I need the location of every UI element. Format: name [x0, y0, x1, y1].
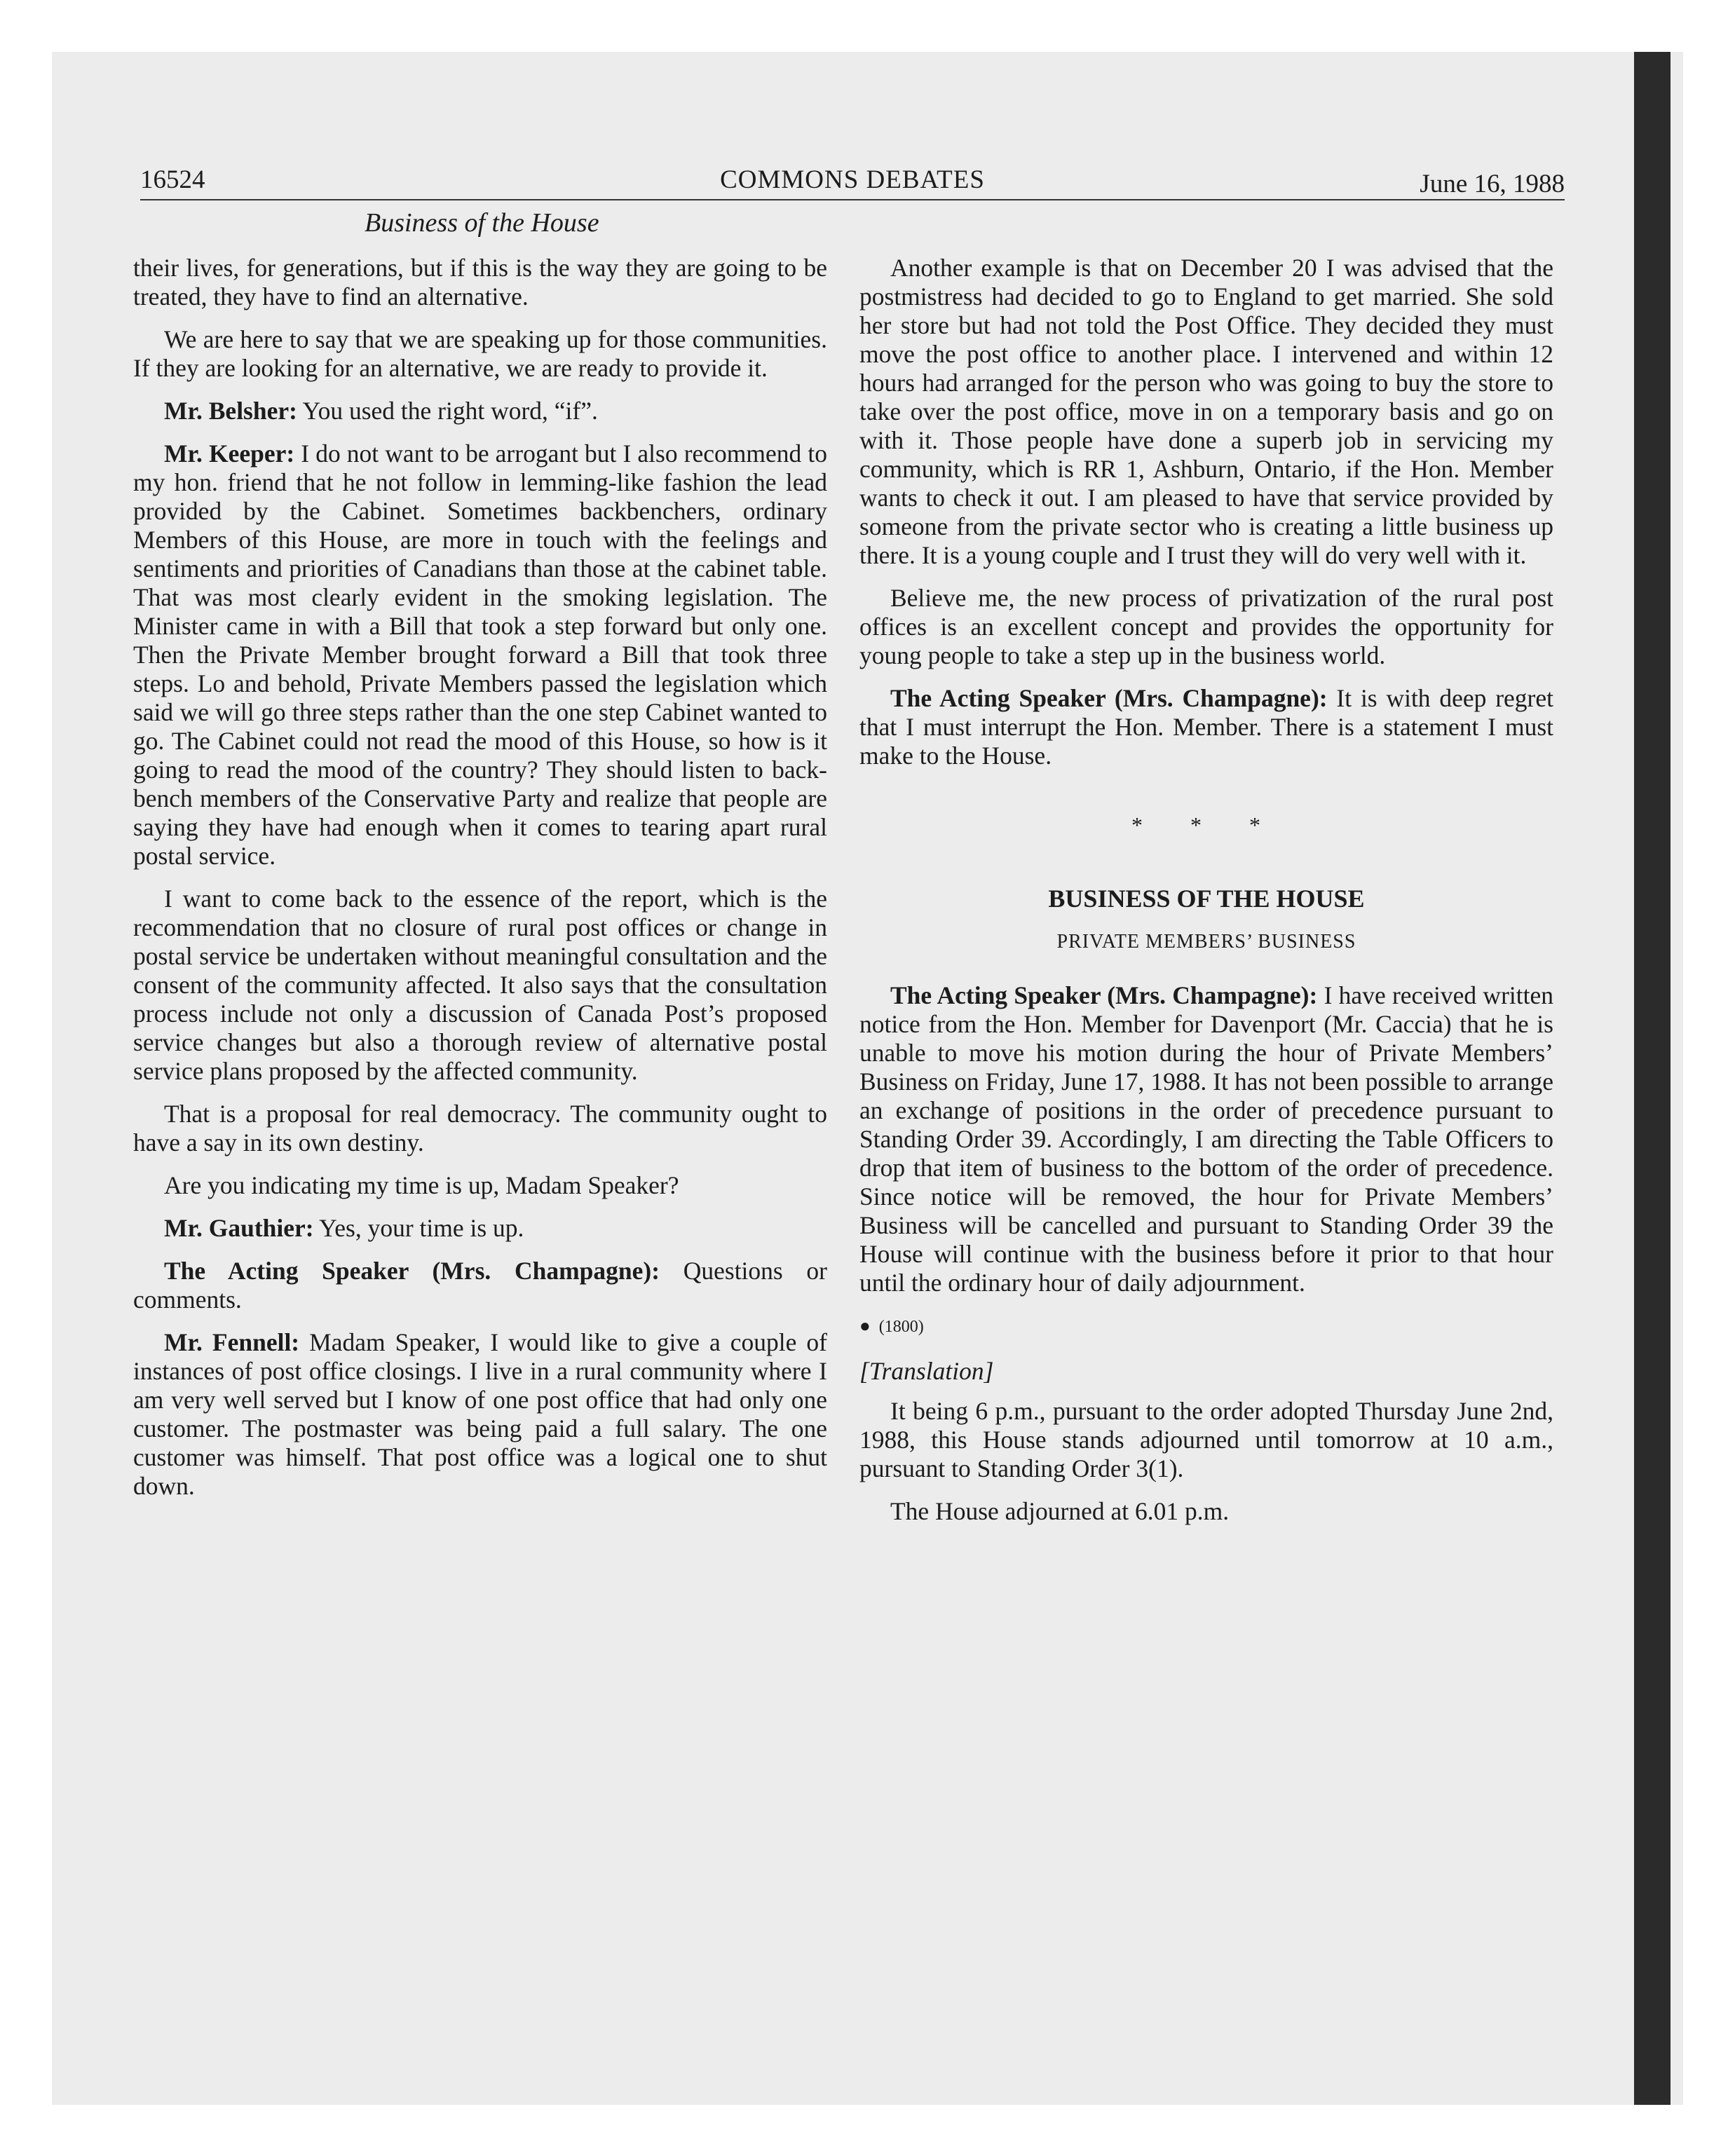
publication-title: COMMONS DEBATES: [720, 165, 985, 194]
speech-paragraph: [859, 981, 1553, 1297]
page-number: 16524: [140, 165, 205, 194]
speaker-name: Mr. Gauthier:: [164, 1214, 314, 1242]
translation-label: [Translation]: [859, 1357, 994, 1385]
section-separator-stars: * * *: [1131, 812, 1281, 838]
speech-text: Questions or comments.: [133, 1257, 828, 1314]
speech-paragraph: [133, 397, 827, 425]
bullet-icon: ●: [859, 1316, 871, 1336]
left-column: [133, 254, 827, 1515]
paragraph: Believe me, the new process of privatization of the rural post offices is an excellent concept and provides the opportunity for young people to take a step up in the business world.: [859, 584, 1553, 669]
speech-text: I do not want to be arrogant but I also recommend to my hon. friend that he not follow in lemming-like fashion the lead provided by the Cabinet. Sometimes backbenchers, ordinary Members of this House, are more in touch with the feelings and sentiments and priorities of Canadians than those at the cabinet table. That was most clearly evident in the smoking legislation. The Minister came in with a Bill that took a step forward but only one. Then the Private Member brought forward a Bill that took three steps. Lo and behold, Private Members passed the legislation which said we will go three steps rather than the one step Cabinet wanted to go. The Cabinet could not read the mood of this House, so how is it going to read the mood of the country? They should listen to back-bench members of the Conservative Party and realize that people are saying they have had enough when it comes to tearing apart rural postal service.: [133, 439, 827, 870]
speaker-name: The Acting Speaker (Mrs. Champagne):: [890, 981, 1318, 1009]
speech-paragraph: [133, 1328, 827, 1501]
speech-paragraph: [133, 1257, 827, 1314]
speaker-name: Mr. Fennell:: [164, 1328, 300, 1356]
speech-paragraph: [133, 1214, 827, 1243]
paragraph: their lives, for generations, but if this is the way they are going to be treated, they have to find an alternative.: [133, 254, 827, 311]
speech-text: Madam Speaker, I would like to give a couple of instances of post office closings. I live in a rural community where I am very well served but I know of one post office that had only one customer. The postmaster was being paid a full salary. The one customer was himself. That post office was a logical one to shut down.: [133, 1328, 827, 1500]
paragraph: The House adjourned at 6.01 p.m.: [890, 1497, 1230, 1525]
time-marker-text: (1800): [878, 1318, 924, 1336]
speech-text: Yes, your time is up.: [313, 1214, 524, 1242]
paragraph: Are you indicating my time is up, Madam Speaker?: [164, 1171, 679, 1199]
paragraph: That is a proposal for real democracy. The community ought to have a say in its own destiny.: [133, 1100, 827, 1157]
speech-text: It is with deep regret that I must interrupt the Hon. Member. There is a statement I must make to the House.: [859, 684, 1554, 770]
speech-paragraph: [133, 439, 827, 871]
page-header: [140, 163, 1565, 199]
paragraph: It being 6 p.m., pursuant to the order adopted Thursday June 2nd, 1988, this House stands adjourned until tomorrow at 10 a.m., pursuant to Standing Order 3(1).: [859, 1397, 1553, 1482]
speaker-name: Mr. Belsher:: [164, 397, 297, 425]
page-date: June 16, 1988: [1420, 170, 1565, 198]
running-head: Business of the House: [365, 208, 599, 238]
speech-text: You used the right word, “if”.: [297, 397, 598, 425]
paragraph: We are here to say that we are speaking up for those communities. If they are looking for an alternative, we are ready to provide it.: [133, 325, 827, 382]
paragraph: I want to come back to the essence of the report, which is the recommendation that no closure of rural post offices or change in postal service be undertaken without meaningful consultation and the consent of the community affected. It also says that the consultation process include not only a discussion of Canada Post’s proposed service changes but also a thorough review of alternative postal service plans proposed by the affected community.: [133, 885, 827, 1085]
speaker-name: Mr. Keeper:: [164, 439, 295, 468]
speaker-name: The Acting Speaker (Mrs. Champagne):: [164, 1257, 660, 1285]
section-title: BUSINESS OF THE HOUSE: [1048, 885, 1365, 913]
speech-paragraph: [859, 684, 1553, 770]
scan-binding-edge: [1634, 52, 1671, 2105]
section-subtitle: PRIVATE MEMBERS’ BUSINESS: [1056, 931, 1356, 953]
header-rule: [140, 199, 1565, 200]
speech-text: I have received written notice from the Hon. Member for Davenport (Mr. Caccia) that he is unable to move his motion during the hour of Private Members’ Business on Friday, June 17, 1988. It has not been possible to arrange an exchange of positions in the order of precedence pursuant to Standing Order 39. Accordingly, I am directing the Table Officers to drop that item of business to the bottom of the order of precedence. Since notice will be removed, the hour for Private Members’ Business will be cancelled and pursuant to Standing Order 39 the House will continue with the business before it prior to that hour until the ordinary hour of daily adjournment.: [859, 981, 1553, 1297]
time-marker: [859, 1311, 1553, 1342]
speaker-name: The Acting Speaker (Mrs. Champagne):: [890, 684, 1328, 712]
paragraph: Another example is that on December 20 I was advised that the postmistress had decided to go to England to get married. She sold her store but had not told the Post Office. They decided they must move the post office to another place. I intervened and within 12 hours had arranged for the person who was going to buy the store to take over the post office, move in on a temporary basis and go on with it. Those people have done a superb job in servicing my community, which is RR 1, Ashburn, Ontario, if the Hon. Member wants to check it out. I am pleased to have that service provided by someone from the private sector who is creating a little business up there. It is a young couple and I trust they will do very well with it.: [859, 254, 1553, 569]
right-column: [859, 254, 1553, 1540]
